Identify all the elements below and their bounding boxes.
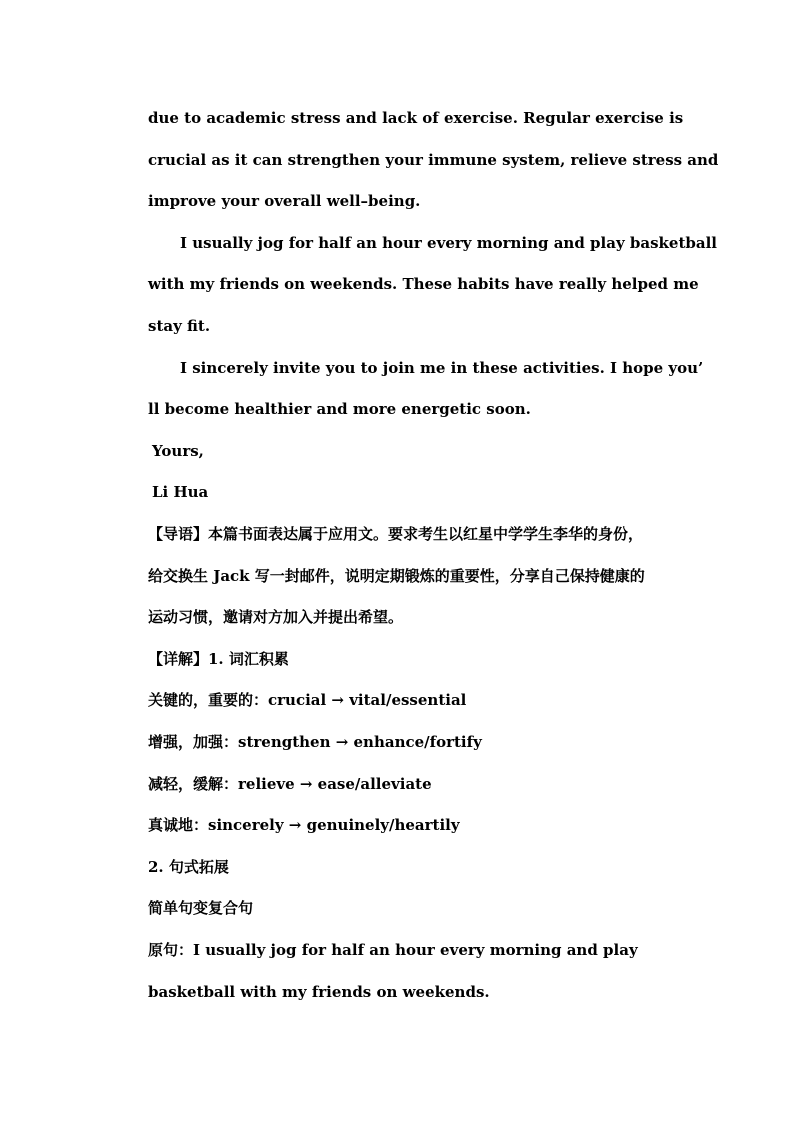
paragraph-line: I sincerely invite you to join me in these activities. I hope you’ bbox=[180, 359, 704, 377]
example-line: basketball with my friends on weekends. bbox=[148, 983, 490, 1001]
paragraph-line: crucial as it can strengthen your immune system, relieve stress and bbox=[148, 151, 719, 169]
paragraph-line: stay fit. bbox=[148, 317, 211, 335]
letter-closing: Yours, bbox=[152, 442, 204, 460]
vocab-item: 增强，加强：strengthen → enhance/fortify bbox=[148, 733, 482, 751]
vocab-item: 关键的，重要的：crucial → vital/essential bbox=[148, 691, 467, 709]
intro-line: 给交换生 Jack 写一封邮件，说明定期锻炼的重要性，分享自己保持健康的 bbox=[148, 567, 645, 585]
vocab-item: 真诚地：sincerely → genuinely/heartily bbox=[148, 816, 460, 834]
vocab-item: 减轻，缓解：relieve → ease/alleviate bbox=[148, 775, 432, 793]
section-heading: 2. 句式拓展 bbox=[148, 858, 229, 876]
paragraph-line: ll become healthier and more energetic soon. bbox=[148, 400, 531, 418]
subheading: 简单句变复合句 bbox=[148, 899, 254, 917]
paragraph-line: improve your overall well–being. bbox=[148, 192, 421, 210]
paragraph-line: with my friends on weekends. These habits have really helped me bbox=[148, 275, 699, 293]
section-heading: 【详解】1. 词汇积累 bbox=[148, 650, 289, 668]
intro-line: 运动习惯，邀请对方加入并提出希望。 bbox=[148, 608, 404, 626]
intro-line: 【导语】本篇书面表达属于应用文。要求考生以红星中学学生李华的身份， bbox=[148, 525, 644, 543]
paragraph-line: due to academic stress and lack of exercise. Regular exercise is bbox=[148, 109, 684, 127]
example-line: 原句：I usually jog for half an hour every morning and play bbox=[148, 941, 638, 959]
letter-signature: Li Hua bbox=[152, 483, 209, 501]
paragraph-line: I usually jog for half an hour every morning and play basketball bbox=[180, 234, 718, 252]
